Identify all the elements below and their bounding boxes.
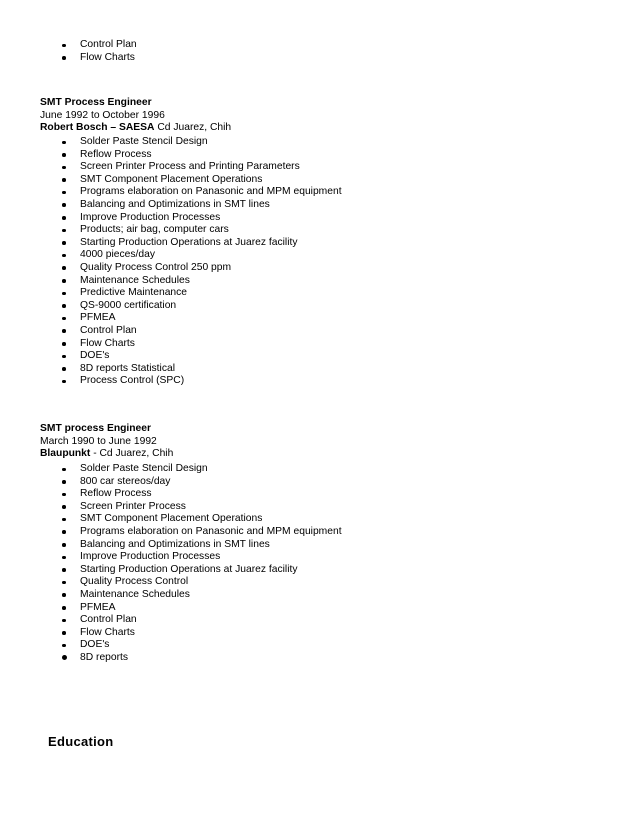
list-item: 8D reports bbox=[62, 652, 342, 665]
list-item: Screen Printer Process bbox=[62, 501, 342, 514]
list-item: Improve Production Processes bbox=[62, 551, 342, 564]
list-item: Solder Paste Stencil Design bbox=[62, 463, 342, 476]
list-item: Quality Process Control 250 ppm bbox=[62, 262, 342, 275]
list-item: Programs elaboration on Panasonic and MPM equipment bbox=[62, 186, 342, 199]
job2-company: Blaupunkt bbox=[40, 448, 91, 460]
job2-location: - Cd Juarez, Chih bbox=[90, 448, 174, 460]
list-item: Maintenance Schedules bbox=[62, 275, 342, 288]
job1-location: Cd Juarez, Chih bbox=[154, 122, 232, 134]
job1-bullet-list bbox=[62, 136, 342, 388]
list-item: Flow Charts bbox=[62, 52, 137, 65]
list-item: 8D reports Statistical bbox=[62, 363, 342, 376]
list-item: DOE's bbox=[62, 639, 342, 652]
list-item: SMT Component Placement Operations bbox=[62, 174, 342, 187]
job2-title: SMT process Engineer bbox=[40, 423, 152, 434]
list-item: Solder Paste Stencil Design bbox=[62, 136, 342, 149]
list-item: Reflow Process bbox=[62, 149, 342, 162]
list-item: Balancing and Optimizations in SMT lines bbox=[62, 199, 342, 212]
list-item: PFMEA bbox=[62, 602, 342, 615]
job1-title: SMT Process Engineer bbox=[40, 97, 152, 108]
list-item: Control Plan bbox=[62, 325, 342, 338]
list-item: Flow Charts bbox=[62, 338, 342, 351]
top-bullet-list bbox=[62, 39, 137, 64]
job2-dates: March 1990 to June 1992 bbox=[40, 435, 157, 447]
list-item: Programs elaboration on Panasonic and MPM equipment bbox=[62, 526, 342, 539]
list-item: SMT Component Placement Operations bbox=[62, 513, 342, 526]
list-item: DOE's bbox=[62, 350, 342, 363]
list-item: 800 car stereos/day bbox=[62, 476, 342, 489]
list-item: Process Control (SPC) bbox=[62, 375, 342, 388]
job2-company-line bbox=[40, 448, 173, 461]
job2-header bbox=[40, 423, 173, 461]
list-item: Reflow Process bbox=[62, 488, 342, 501]
list-item: Improve Production Processes bbox=[62, 212, 342, 225]
job1-company-line bbox=[40, 122, 231, 135]
list-item: Quality Process Control bbox=[62, 576, 342, 589]
job1-header bbox=[40, 97, 231, 135]
list-item: Flow Charts bbox=[62, 627, 342, 640]
job2-bullet-list bbox=[62, 463, 342, 665]
list-item: Starting Production Operations at Juarez facility bbox=[62, 237, 342, 250]
job1-dates: June 1992 to October 1996 bbox=[40, 109, 165, 121]
list-item: Control Plan bbox=[62, 614, 342, 627]
list-item: PFMEA bbox=[62, 312, 342, 325]
list-item: Screen Printer Process and Printing Parameters bbox=[62, 161, 342, 174]
job1-company-sep: – SAESA bbox=[107, 122, 155, 134]
list-item: Starting Production Operations at Juarez facility bbox=[62, 564, 342, 577]
list-item: Control Plan bbox=[62, 39, 137, 52]
list-item: Maintenance Schedules bbox=[62, 589, 342, 602]
list-item: Predictive Maintenance bbox=[62, 287, 342, 300]
list-item: 4000 pieces/day bbox=[62, 249, 342, 262]
list-item: Balancing and Optimizations in SMT lines bbox=[62, 539, 342, 552]
list-item: Products; air bag, computer cars bbox=[62, 224, 342, 237]
education-heading: Education bbox=[48, 734, 114, 749]
list-item: QS-9000 certification bbox=[62, 300, 342, 313]
job1-company: Robert Bosch bbox=[40, 122, 108, 134]
